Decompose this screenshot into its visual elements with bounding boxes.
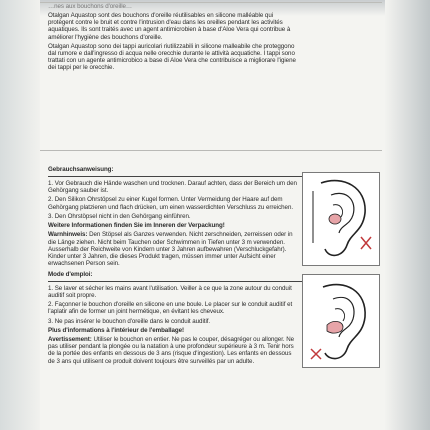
ear-drawing-2 <box>303 275 379 367</box>
intro-italian: Otalgan Aquastop sono dei tappi auricolari riutilizzabili in silicone malleabile che proteggono dal rumore e dall'ingresso di acqua nelle orecchie durante le attività acquatiche. I tappi sono trattati con un agente antimicrobico a base di Aloe Vera che contribuisce a migliorare l'igiene dei tappi per le orecchie. <box>48 42 296 72</box>
ear-illustration-incorrect <box>302 274 380 368</box>
fold-line <box>40 150 382 151</box>
fr-warning: Avertissement: Utiliser le bouchon en entier. Ne pas le couper, désagréger ou allonger. Ne pas utiliser pendant la plongée ou la natation à une profondeur supérieure à 3 m. Tenir hors de la portée des enfants en dessous de 3 ans (risque d'ingestion). Les enfants en dessous de 3 ans qui utilisent ce produit doivent toujours être surveillés par un adulte. <box>48 336 295 365</box>
fr-more-info: Plus d'informations à l'intérieur de l'emballage! <box>48 327 185 334</box>
ear-illustration-correct <box>302 172 380 266</box>
intro-french: Otalgan Aquastop sont des bouchons d'oreille réutilisables en silicone malléable qui protègent contre le bruit et contre l'intrusion d'eau dans les oreilles pendant les activités aquatiques. Ils sont traités avec un agent antimicrobien à base d'Aloe Vera qui contribue à améliorer l'hygiène des bouchons d'oreille. <box>48 12 291 41</box>
ear-drawing-1 <box>303 173 379 265</box>
de-warning: Warnhinweis: Den Stöpsel als Ganzes verwenden. Nicht zerschneiden, zerreissen oder in die Länge ziehen. Nicht beim Tauchen oder Schwimmen in Tiefen unter 3 m verwenden. Ausserhalb der Reichweite von Kindern unter 3 Jahren aufbewahren (Verschluckgefahr). Kinder unter 3 Jahren, die dieses Produkt tragen, müssen immer unter Aufsicht einer erwachsenen Person sein. <box>48 231 293 267</box>
de-step-1: 1. Vor Gebrauch die Hände waschen und trocknen. Darauf achten, dass der Bereich um den Gehörgang sauber ist. <box>48 180 297 195</box>
intro-partial-line: …nes aux bouchons d'oreille… <box>48 3 133 10</box>
box-left-edge <box>0 0 40 430</box>
heading-divider-fr <box>48 281 313 282</box>
instructions-block <box>48 166 298 367</box>
de-step-2: 2. Den Silikon Ohrstöpsel zu einer Kugel formen. Unter Vermeidung der Haare auf dem Gehörgang platzieren und flach drücken, um einen wasserdichten Verschluss zu erreichen. <box>48 196 294 211</box>
fr-step-2: 2. Façonner le bouchon d'oreille en silicone en une boule. Le placer sur le conduit auditif et l'aplatir afin de former un joint hermétique, en évitant les cheveux. <box>48 301 293 316</box>
fr-step-3: 3. Ne pas insérer le bouchon d'oreille dans le conduit auditif. <box>48 317 211 325</box>
box-right-edge <box>385 0 430 430</box>
de-step-3: 3. Den Ohrstöpsel nicht in den Gehörgang einführen. <box>48 212 191 220</box>
heading-divider <box>48 176 313 177</box>
intro-text-block <box>48 3 298 73</box>
fr-step-1: 1. Se laver et sécher les mains avant l'utilisation. Veiller à ce que la zone autour du conduit auditif soit propre. <box>48 284 292 300</box>
de-more-info: Weitere Informationen finden Sie im Inneren der Verpackung! <box>48 222 225 230</box>
fr-heading: Mode d'emploi: <box>48 270 93 278</box>
de-heading: Gebrauchsanweisung: <box>48 166 114 173</box>
